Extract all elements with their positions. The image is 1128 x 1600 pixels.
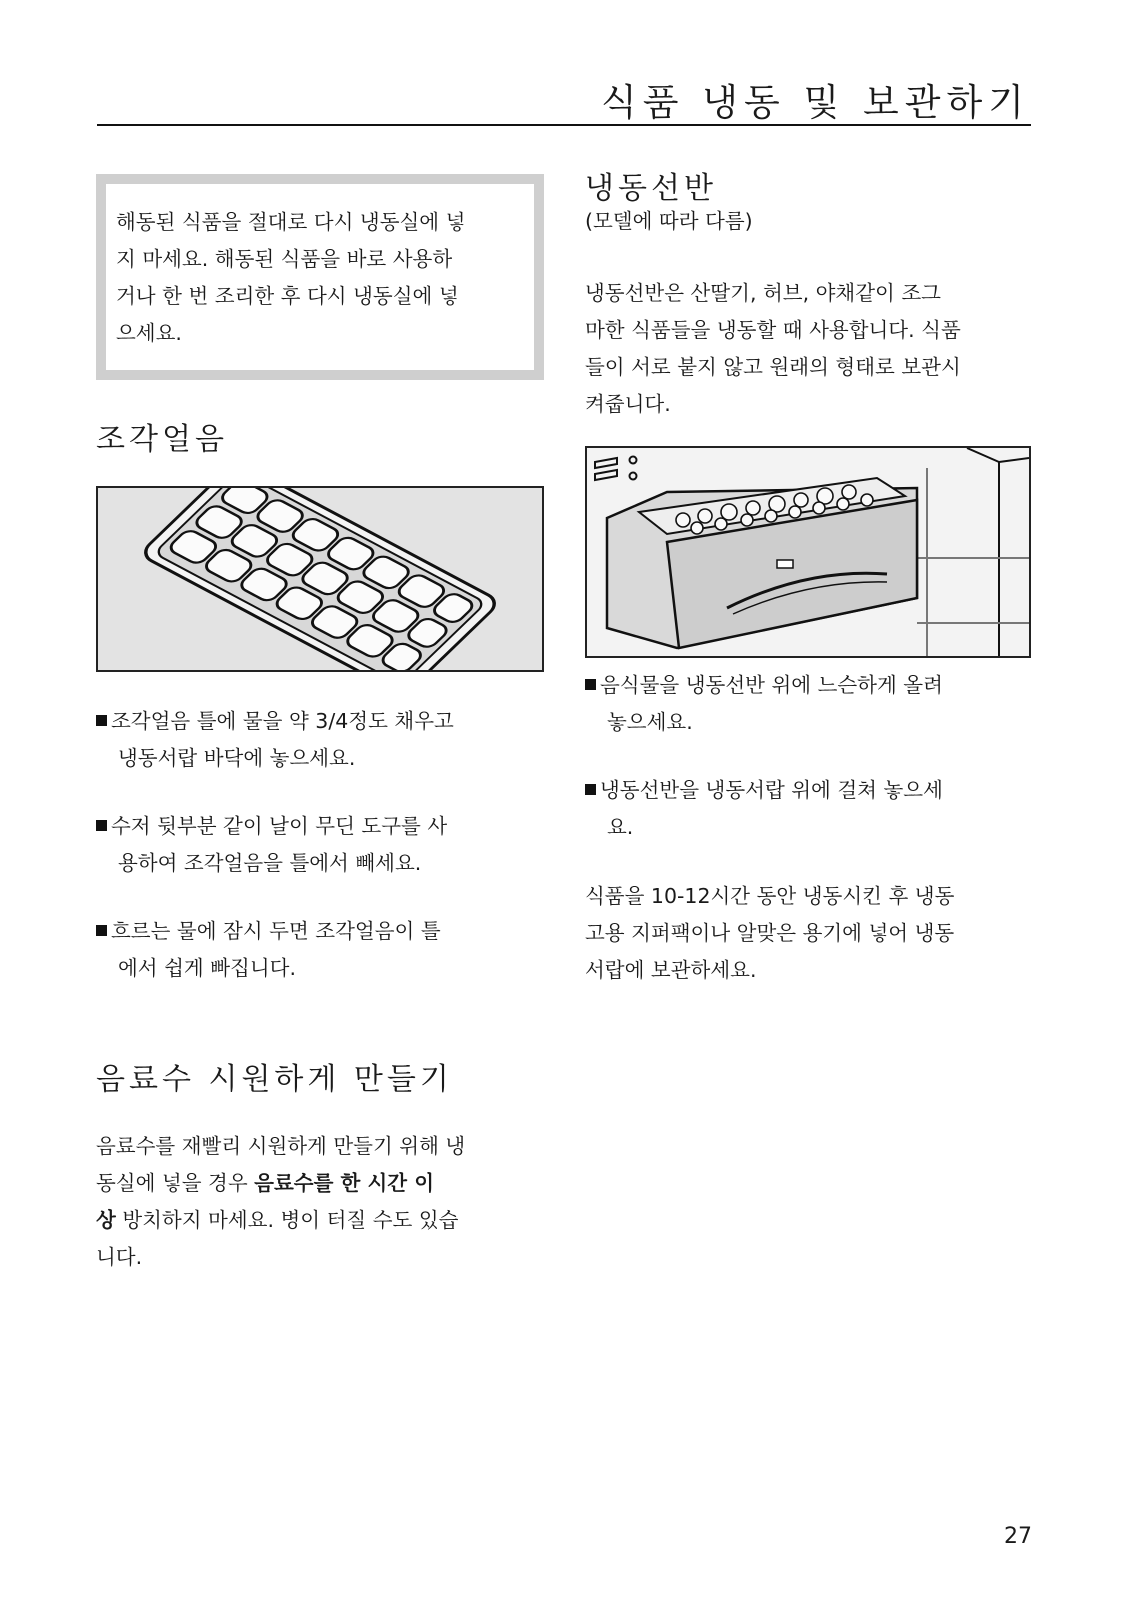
freezer-bullet: 음식물을 냉동선반 위에 느슨하게 올려 놓으세요. bbox=[585, 667, 1035, 741]
warning-line: 지 마세요. 해동된 식품을 바로 사용하 bbox=[116, 247, 453, 271]
ice-tray-drawing bbox=[98, 488, 542, 670]
warning-line: 으세요. bbox=[116, 321, 182, 345]
freezer-after-paragraph: 식품을 10-12시간 동안 냉동시킨 후 냉동 고용 지퍼팩이나 알맞은 용기에 넣어 냉동 서랍에 보관하세요. bbox=[585, 884, 955, 982]
bullet-square-icon bbox=[585, 784, 596, 795]
ice-tray-illustration bbox=[96, 486, 544, 672]
bullet-square-icon bbox=[96, 715, 107, 726]
freezer-tray-heading: 냉동선반 bbox=[585, 171, 717, 206]
drinks-heading: 음료수 시원하게 만들기 bbox=[96, 1062, 453, 1097]
warning-line: 거나 한 번 조리한 후 다시 냉동실에 넣 bbox=[116, 284, 459, 308]
ice-cubes-heading: 조각얼음 bbox=[96, 422, 228, 457]
bullet-square-icon bbox=[96, 820, 107, 831]
warning-line: 해동된 식품을 절대로 다시 냉동실에 넣 bbox=[116, 210, 466, 234]
bullet-square-icon bbox=[585, 679, 596, 690]
page-title: 식품 냉동 및 보관하기 bbox=[601, 81, 1030, 124]
ice-bullet: 흐르는 물에 잠시 두면 조각얼음이 틀 에서 쉽게 빠집니다. bbox=[96, 913, 544, 987]
freezer-tray-subheading: (모델에 따라 다름) bbox=[585, 209, 753, 233]
warning-box bbox=[96, 174, 544, 380]
freezer-drawer-illustration bbox=[585, 446, 1031, 658]
bullet-square-icon bbox=[96, 925, 107, 936]
page-number: 27 bbox=[1004, 1524, 1032, 1549]
drinks-paragraph: 음료수를 재빨리 시원하게 만들기 위해 냉 동실에 넣을 경우 음료수를 한 시간 이 상 방치하지 마세요. 병이 터질 수도 있습 니다. bbox=[96, 1134, 466, 1269]
ice-bullet: 조각얼음 틀에 물을 약 3/4정도 채우고 냉동서랍 바닥에 놓으세요. bbox=[96, 703, 544, 777]
freezer-bullet: 냉동선반을 냉동서랍 위에 걸쳐 놓으세 요. bbox=[585, 772, 1035, 846]
freezer-tray-paragraph: 냉동선반은 산딸기, 허브, 야채같이 조그 마한 식품들을 냉동할 때 사용합니다. 식품 들이 서로 붙지 않고 원래의 형태로 보관시 켜줍니다. bbox=[585, 281, 961, 416]
freezer-drawer-drawing bbox=[587, 448, 1029, 656]
title-rule bbox=[97, 124, 1031, 126]
ice-bullet: 수저 뒷부분 같이 날이 무딘 도구를 사 용하여 조각얼음을 틀에서 빼세요. bbox=[96, 808, 544, 882]
